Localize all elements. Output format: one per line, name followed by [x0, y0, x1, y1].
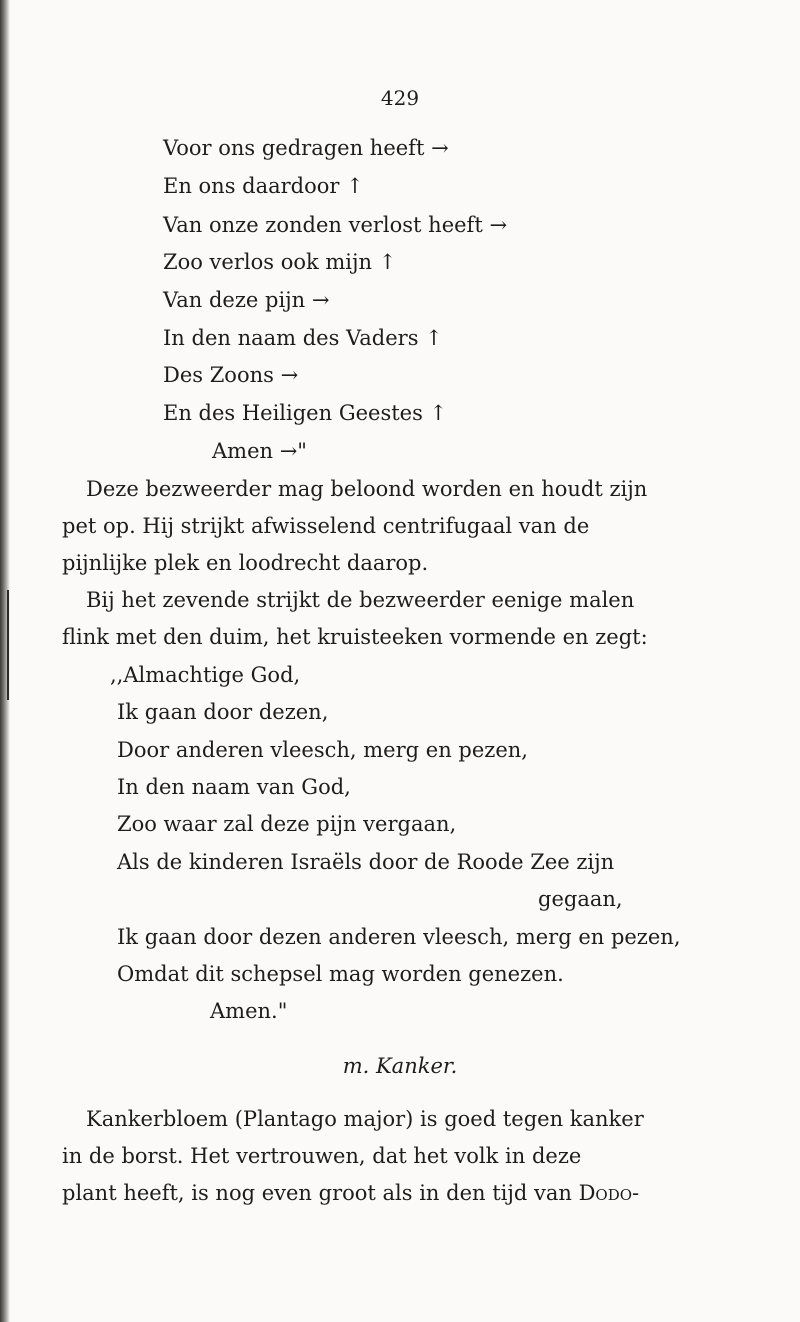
text-line — [62, 1176, 639, 1210]
verse-line: Zoo waar zal deze pijn vergaan, — [117, 812, 457, 836]
verse-line: gegaan, — [538, 887, 623, 911]
binding-shadow — [7, 590, 9, 700]
verse-line: En des Heiligen Geestes ↑ — [163, 401, 448, 425]
verse-line: Ik gaan door dezen, — [117, 700, 329, 724]
verse-line: Van onze zonden verlost heeft → — [163, 213, 508, 237]
verse-line: Des Zoons → — [163, 363, 299, 387]
verse-line: En ons daardoor ↑ — [163, 174, 364, 198]
verse-line: Van deze pijn → — [163, 288, 330, 312]
page-number: 429 — [380, 86, 420, 110]
text-line: Bij het zevende strijkt de bezweerder eenige malen — [86, 588, 635, 612]
text-line: flink met den duim, het kruisteeken vormende en zegt: — [62, 625, 648, 649]
verse-line: Zoo verlos ook mijn ↑ — [163, 250, 397, 274]
verse-line: ,,Almachtige God, — [110, 663, 301, 687]
text-segment: plant heeft, is nog even groot als in den tijd van — [62, 1181, 572, 1205]
verse-line: Als de kinderen Israëls door de Roode Zee zijn — [117, 850, 615, 874]
name-smallcaps: Dodo- — [578, 1181, 640, 1205]
verse-line: Door anderen vleesch, merg en pezen, — [117, 738, 528, 762]
verse-line: Amen." — [210, 999, 288, 1023]
verse-line: Omdat dit schepsel mag worden genezen. — [117, 962, 564, 986]
verse-line: Ik gaan door dezen anderen vleesch, merg en pezen, — [117, 925, 681, 949]
section-heading: m. Kanker. — [342, 1054, 458, 1078]
verse-line: In den naam van God, — [117, 775, 351, 799]
text-line: pet op. Hij strijkt afwisselend centrifugaal van de — [62, 514, 590, 538]
verse-line: In den naam des Vaders ↑ — [163, 326, 443, 350]
verse-line: Voor ons gedragen heeft → — [163, 136, 449, 160]
verse-line: Amen →" — [212, 439, 307, 463]
text-line: in de borst. Het vertrouwen, dat het volk in deze — [62, 1144, 582, 1168]
text-line: Kankerbloem (Plantago major) is goed tegen kanker — [86, 1107, 644, 1131]
text-line: Deze bezweerder mag beloond worden en houdt zijn — [86, 477, 648, 501]
text-line: pijnlijke plek en loodrecht daarop. — [62, 551, 429, 575]
